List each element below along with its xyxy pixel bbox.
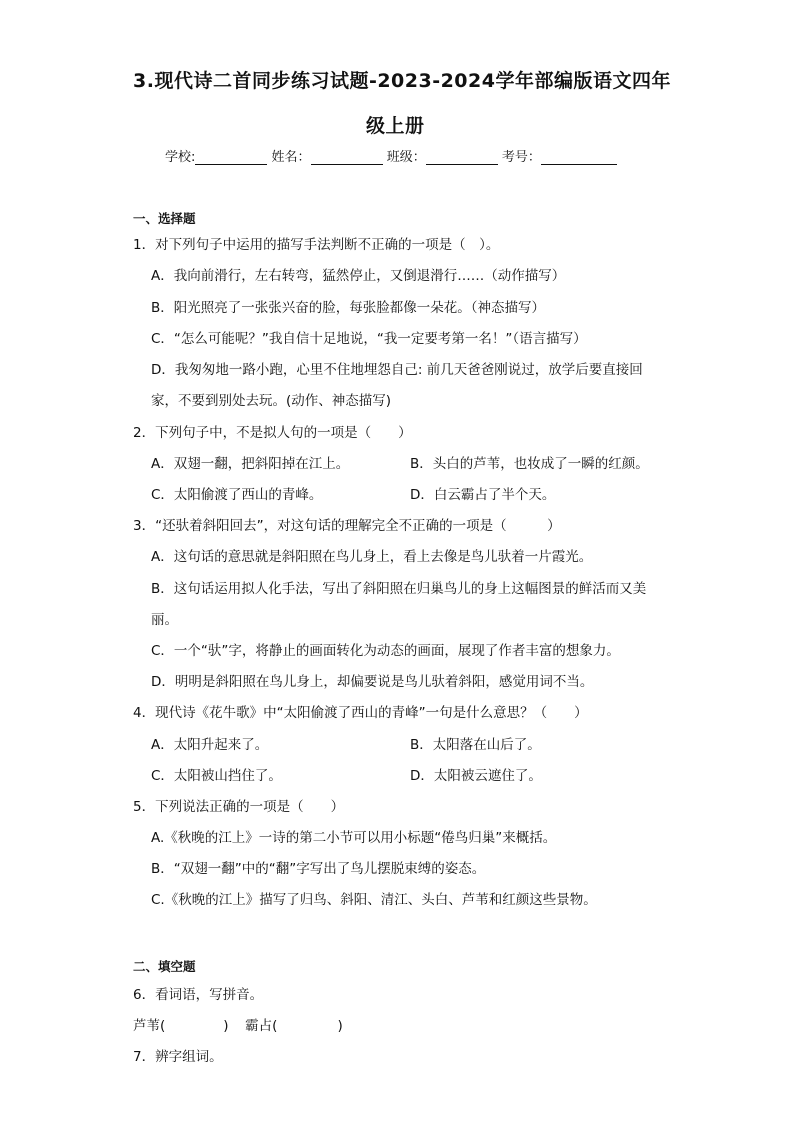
q2-option-b[interactable]: B．头白的芦苇，也妆成了一瞬的红颜。 xyxy=(410,456,649,472)
section-heading-fill: 二、填空题 xyxy=(133,959,196,974)
section-heading-choice: 一、选择题 xyxy=(133,211,196,226)
q5-option-a[interactable]: A.《秋晚的江上》一诗的第二小节可以用小标题“倦鸟归巢”来概括。 xyxy=(151,830,557,846)
q4-option-a[interactable]: A．太阳升起来了。 xyxy=(151,737,269,753)
q3-option-c[interactable]: C．一个“驮”字，将静止的画面转化为动态的画面，展现了作者丰富的想象力。 xyxy=(151,643,620,659)
q1-option-b[interactable]: B．阳光照亮了一张张兴奋的脸，每张脸都像一朵花。（神态描写） xyxy=(151,300,546,316)
q6-word-1: 芦苇( xyxy=(133,1018,166,1034)
page-title-line2: 级上册 xyxy=(366,115,425,137)
q3-option-d[interactable]: D．明明是斜阳照在鸟儿身上，却偏要说是鸟儿驮着斜阳，感觉用词不当。 xyxy=(151,674,594,690)
name-blank[interactable] xyxy=(311,150,383,165)
q2-option-a[interactable]: A．双翅一翻，把斜阳掉在江上。 xyxy=(151,456,350,472)
school-blank[interactable] xyxy=(195,150,267,165)
class-blank[interactable] xyxy=(426,150,498,165)
q1-stem: 1．对下列句子中运用的描写手法判断不正确的一项是（ ）。 xyxy=(133,237,500,253)
q6-word-2: 霸占( xyxy=(245,1018,278,1034)
q3-option-b-line1[interactable]: B．这句话运用拟人化手法，写出了斜阳照在归巢鸟儿的身上这幅图景的鲜活而又美 xyxy=(151,581,647,597)
q4-option-c[interactable]: C．太阳被山挡住了。 xyxy=(151,768,282,784)
q1-option-d-line1[interactable]: D．我匆匆地一路小跑，心里不住地埋怨自己: 前几天爸爸刚说过，放学后要直接回 xyxy=(151,362,643,378)
q4-option-b[interactable]: B．太阳落在山后了。 xyxy=(410,737,541,753)
student-info-row xyxy=(165,146,617,165)
page-title-line1: 3.现代诗二首同步练习试题-2023-2024学年部编版语文四年 xyxy=(133,70,671,92)
q6-stem: 6．看词语，写拼音。 xyxy=(133,987,264,1003)
q3-option-a[interactable]: A．这句话的意思就是斜阳照在鸟儿身上，看上去像是鸟儿驮着一片霞光。 xyxy=(151,549,593,565)
q5-stem: 5．下列说法正确的一项是（ ） xyxy=(133,799,345,815)
name-label: 姓名： xyxy=(271,150,311,165)
q1-option-a[interactable]: A．我向前滑行，左右转弯，猛然停止，又倒退滑行……（动作描写） xyxy=(151,268,566,284)
q2-option-c[interactable]: C．太阳偷渡了西山的青峰。 xyxy=(151,487,323,503)
q5-option-c[interactable]: C.《秋晚的江上》描写了归鸟、斜阳、清江、头白、芦苇和红颜这些景物。 xyxy=(151,892,597,908)
q7-stem: 7．辨字组词。 xyxy=(133,1049,223,1065)
q3-stem: 3．“还驮着斜阳回去”，对这句话的理解完全不正确的一项是（ ） xyxy=(133,518,561,534)
number-label: 考号： xyxy=(501,150,541,165)
q4-option-d[interactable]: D．太阳被云遮住了。 xyxy=(410,768,542,784)
number-blank[interactable] xyxy=(541,150,617,165)
class-label: 班级： xyxy=(386,150,426,165)
q4-stem: 4．现代诗《花牛歌》中“太阳偷渡了西山的青峰”一句是什么意思？（ ） xyxy=(133,705,588,721)
q1-option-c[interactable]: C．“怎么可能呢？”我自信十足地说，“我一定要考第一名！”（语言描写） xyxy=(151,331,587,347)
q6-word-row xyxy=(133,1014,343,1034)
q3-option-b-line2: 丽。 xyxy=(151,612,178,628)
q5-option-b[interactable]: B．“双翅一翻”中的“翻”字写出了鸟儿摆脱束缚的姿态。 xyxy=(151,861,486,877)
q2-option-d[interactable]: D．白云霸占了半个天。 xyxy=(410,487,556,503)
q2-stem: 2．下列句子中，不是拟人句的一项是（ ） xyxy=(133,425,412,441)
q6-word-2-close: ) xyxy=(337,1018,343,1034)
school-label: 学校: xyxy=(165,150,196,165)
q6-word-1-close: ) xyxy=(223,1018,229,1034)
q1-option-d-line2: 家，不要到别处去玩。(动作、神态描写) xyxy=(151,393,392,409)
